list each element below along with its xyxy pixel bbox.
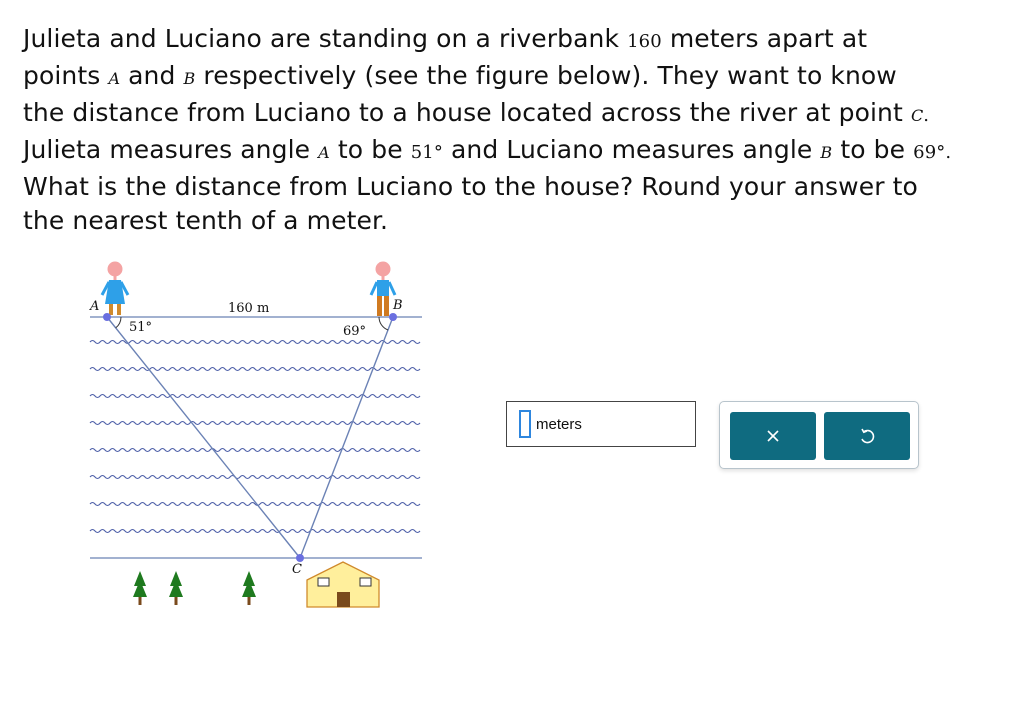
- angle-b-value: 69°: [913, 142, 946, 163]
- point-b-label: B: [820, 143, 833, 162]
- point-a: [103, 313, 111, 321]
- figure-label-c: C: [292, 562, 302, 577]
- problem-text-segment: to be: [329, 135, 411, 164]
- julieta-figure: [102, 262, 128, 316]
- luciano-figure: [371, 262, 395, 317]
- wave-line: [90, 368, 420, 371]
- problem-text-segment: .: [945, 142, 952, 163]
- wave-line: [90, 449, 420, 452]
- problem-text: [23, 22, 1013, 238]
- close-icon: [766, 429, 780, 443]
- point-c-label: C: [910, 106, 924, 125]
- angle-a-arc: [116, 317, 121, 328]
- answer-toolbar: [719, 401, 919, 469]
- point-c: [296, 554, 304, 562]
- point-a-label: A: [108, 69, 121, 88]
- problem-text-segment: respectively (see the figure below). They want to know: [195, 61, 897, 90]
- wave-line: [90, 341, 420, 344]
- point-a-label: A: [318, 143, 330, 162]
- wave-line: [90, 395, 420, 398]
- angle-b-arc: [379, 317, 388, 330]
- point-b-label: B: [183, 69, 196, 88]
- undo-button[interactable]: [824, 412, 910, 460]
- undo-icon: [858, 427, 876, 445]
- problem-text-segment: and: [120, 61, 184, 90]
- distance-value: 160: [627, 31, 662, 52]
- wave-line: [90, 476, 420, 479]
- wave-line: [90, 530, 420, 533]
- side-ac: [107, 317, 300, 558]
- answer-field[interactable]: [519, 410, 531, 438]
- figure-label-a: A: [90, 299, 100, 314]
- unit-label: meters: [536, 415, 582, 433]
- house-icon: [307, 562, 379, 607]
- problem-text-segment: the nearest tenth of a meter.: [23, 206, 389, 235]
- problem-text-segment: the distance from Luciano to a house located across the river at point: [23, 98, 911, 127]
- problem-text-segment: to be: [832, 135, 914, 164]
- angle-b-label: 69°: [343, 324, 367, 339]
- figure-label-b: B: [393, 298, 403, 313]
- tree-icon: [169, 571, 183, 605]
- side-ab-label: 160 m: [228, 301, 270, 316]
- wave-line: [90, 503, 420, 506]
- problem-text-segment: Julieta and Luciano are standing on a riverbank: [23, 24, 628, 53]
- river-waves: [90, 341, 420, 533]
- problem-text-segment: points: [23, 61, 109, 90]
- tree-icon: [242, 571, 256, 605]
- angle-a-value: 51°: [410, 142, 443, 163]
- problem-text-segment: .: [923, 105, 930, 126]
- point-b: [389, 313, 397, 321]
- problem-text-segment: meters apart at: [661, 24, 868, 53]
- problem-text-segment: and Luciano measures angle: [442, 135, 821, 164]
- problem-text-segment: Julieta measures angle: [23, 135, 319, 164]
- side-bc: [300, 317, 393, 558]
- wave-line: [90, 422, 420, 425]
- angle-a-label: 51°: [129, 320, 153, 335]
- answer-input[interactable]: [506, 401, 696, 447]
- clear-button[interactable]: [730, 412, 816, 460]
- problem-text-segment: What is the distance from Luciano to the house? Round your answer to: [23, 172, 918, 201]
- river-figure: [85, 255, 430, 615]
- tree-icon: [133, 571, 147, 605]
